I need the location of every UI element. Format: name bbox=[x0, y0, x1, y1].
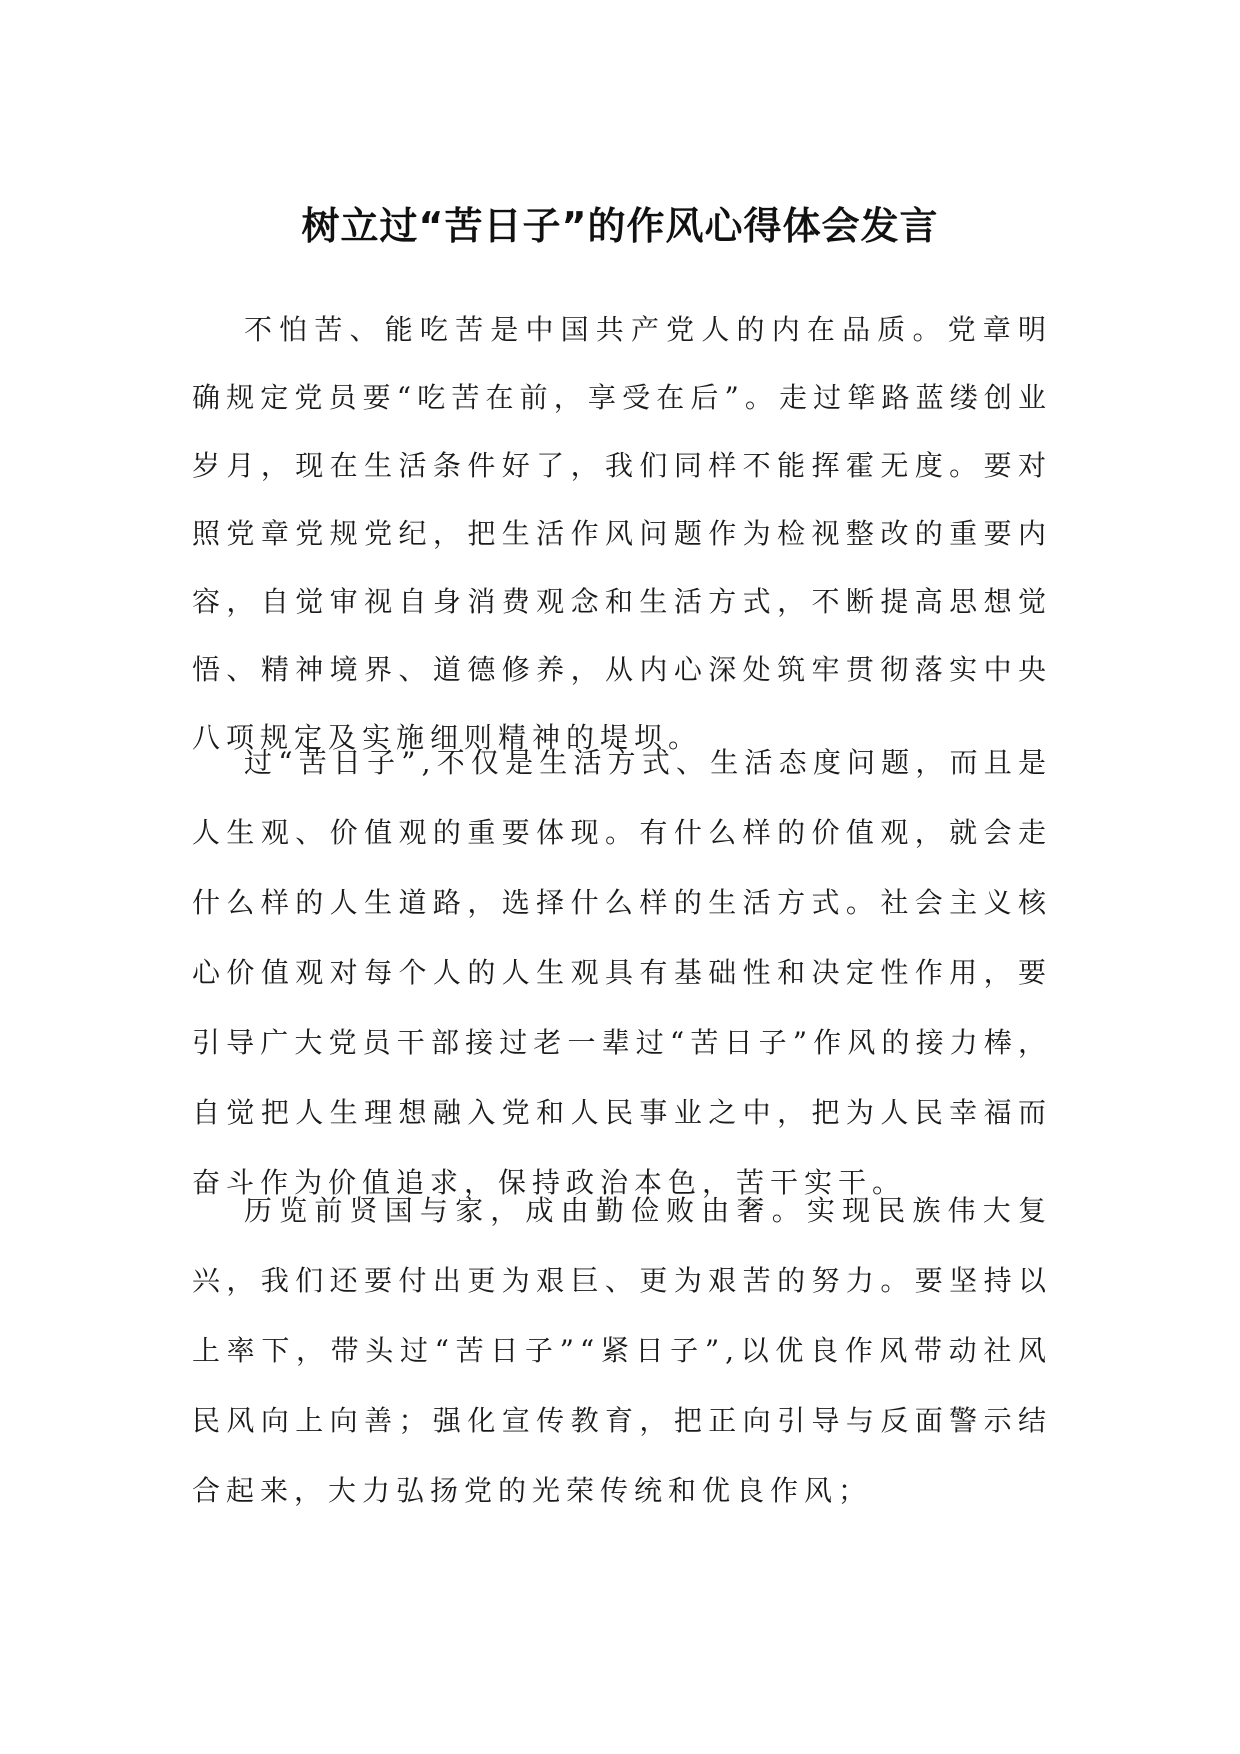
paragraph-1: 不怕苦、能吃苦是中国共产党人的内在品质。党章明确规定党员要“吃苦在前，享受在后”。走过筚路蓝缕创业岁月，现在生活条件好了，我们同样不能挥霍无度。要对照党章党规党纪，把生活作风问题作为检视整改的重要内容，自觉审视自身消费观念和生活方式，不断提高思想觉悟、精神境界、道德修养，从内心深处筑牢贯彻落实中央八项规定及实施细则精神的堤坝。 bbox=[192, 313, 1052, 754]
document-title: 树立过“苦日子”的作风心得体会发言 bbox=[301, 204, 939, 248]
paragraph-2: 过“苦日子”,不仅是生活方式、生活态度问题，而且是人生观、价值观的重要体现。有什么样的价值观，就会走什么样的人生道路，选择什么样的生活方式。社会主义核心价值观对每个人的人生观具有基础性和决定性作用，要引导广大党员干部接过老一辈过“苦日子”作风的接力棒，自觉把人生理想融入党和人民事业之中，把为人民幸福而奋斗作为价值追求，保持政治本色，苦干实干。 bbox=[192, 746, 1052, 1199]
paragraph-3: 历览前贤国与家，成由勤俭败由奢。实现民族伟大复兴，我们还要付出更为艰巨、更为艰苦的努力。要坚持以上率下，带头过“苦日子”“紧日子”,以优良作风带动社风民风向上向善；强化宣传教育，把正向引导与反面警示结合起来，大力弘扬党的光荣传统和优良作风； bbox=[192, 1194, 1052, 1507]
